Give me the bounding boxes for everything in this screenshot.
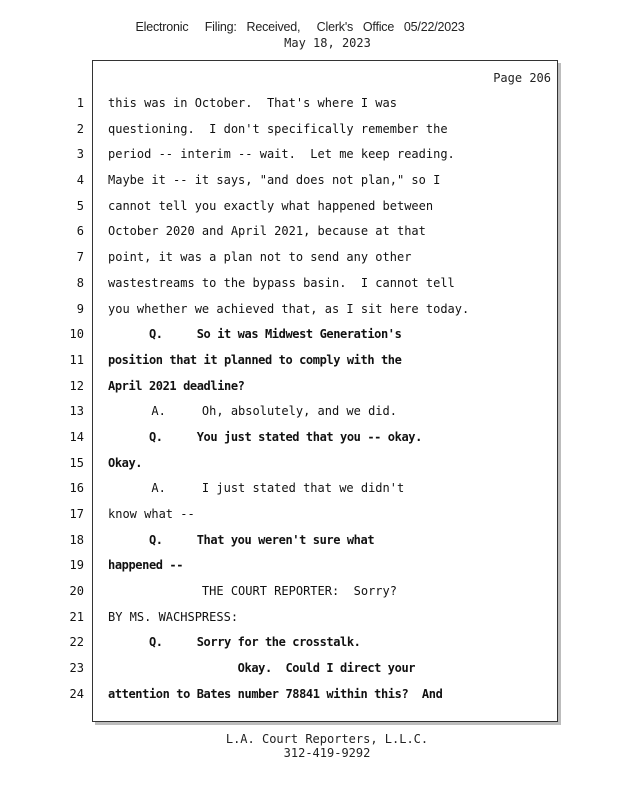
transcript-line: Maybe it -- it says, "and does not plan," so I	[108, 173, 441, 188]
line-number: 6	[76, 224, 84, 239]
line-number-column	[60, 95, 84, 712]
line-number: 12	[69, 378, 84, 393]
question-line: attention to Bates number 78841 within this? And	[108, 686, 443, 701]
line-number: 19	[69, 558, 84, 573]
court-reporter-company: L.A. Court Reporters, L.L.C.	[225, 732, 429, 746]
transcript-line: this was in October. That's where I was	[108, 96, 397, 110]
line-number: 18	[69, 532, 84, 547]
line-number: 9	[76, 301, 84, 316]
line-number: 23	[69, 661, 84, 676]
transcript-line: cannot tell you exactly what happened between	[108, 198, 434, 213]
court-reporter-phone: 312-419-9292	[283, 746, 371, 760]
line-number: 5	[76, 198, 84, 213]
transcript-line: October 2020 and April 2021, because at that	[108, 224, 426, 239]
line-number: 13	[69, 404, 84, 419]
transcript-date: May 18, 2023	[284, 36, 371, 50]
transcript-line: you whether we achieved that, as I sit here today.	[108, 301, 470, 316]
transcript-line: questioning. I don't specifically remember the	[108, 121, 448, 136]
line-number: 4	[76, 173, 84, 188]
line-number: 16	[69, 481, 84, 496]
line-number: 24	[69, 686, 84, 701]
answer-line: A. Oh, absolutely, and we did.	[108, 404, 397, 419]
line-number: 20	[69, 584, 84, 599]
question-line: Q. You just stated that you -- okay.	[108, 429, 422, 444]
transcript-line: period -- interim -- wait. Let me keep reading.	[108, 147, 455, 162]
line-number: 7	[76, 250, 84, 265]
question-line: Okay. Could I direct your	[108, 661, 416, 676]
question-line: happened --	[108, 558, 184, 573]
line-number: 1	[76, 96, 84, 110]
line-number: 11	[69, 352, 84, 367]
transcript-line: wastestreams to the bypass basin. I cannot tell	[108, 275, 455, 290]
filing-stamp: Electronic Filing: Received, Clerk's Office 05/22/2023	[135, 20, 465, 34]
answer-line: know what --	[108, 507, 195, 521]
answer-line: A. I just stated that we didn't	[108, 481, 405, 496]
line-number: 14	[69, 429, 84, 444]
line-number: 8	[76, 275, 84, 290]
transcript-line: point, it was a plan not to send any other	[108, 250, 412, 265]
line-number: 10	[69, 327, 84, 342]
transcript-text	[108, 95, 553, 712]
reporter-line: THE COURT REPORTER: Sorry?	[108, 584, 397, 599]
speaker-line: BY MS. WACHSPRESS:	[108, 609, 239, 624]
question-line: April 2021 deadline?	[108, 378, 245, 393]
line-number: 3	[76, 147, 84, 162]
line-number: 21	[69, 609, 84, 624]
page-number: Page 206	[493, 71, 551, 85]
question-line: position that it planned to comply with the	[108, 352, 402, 367]
line-number: 2	[76, 121, 84, 136]
line-number: 15	[69, 455, 84, 470]
question-line: Okay.	[108, 455, 143, 470]
question-line: Q. Sorry for the crosstalk.	[108, 635, 361, 650]
line-number: 17	[69, 507, 84, 521]
footer	[0, 732, 618, 760]
question-line: Q. So it was Midwest Generation's	[108, 327, 402, 342]
question-line: Q. That you weren't sure what	[108, 532, 375, 547]
line-number: 22	[69, 635, 84, 650]
